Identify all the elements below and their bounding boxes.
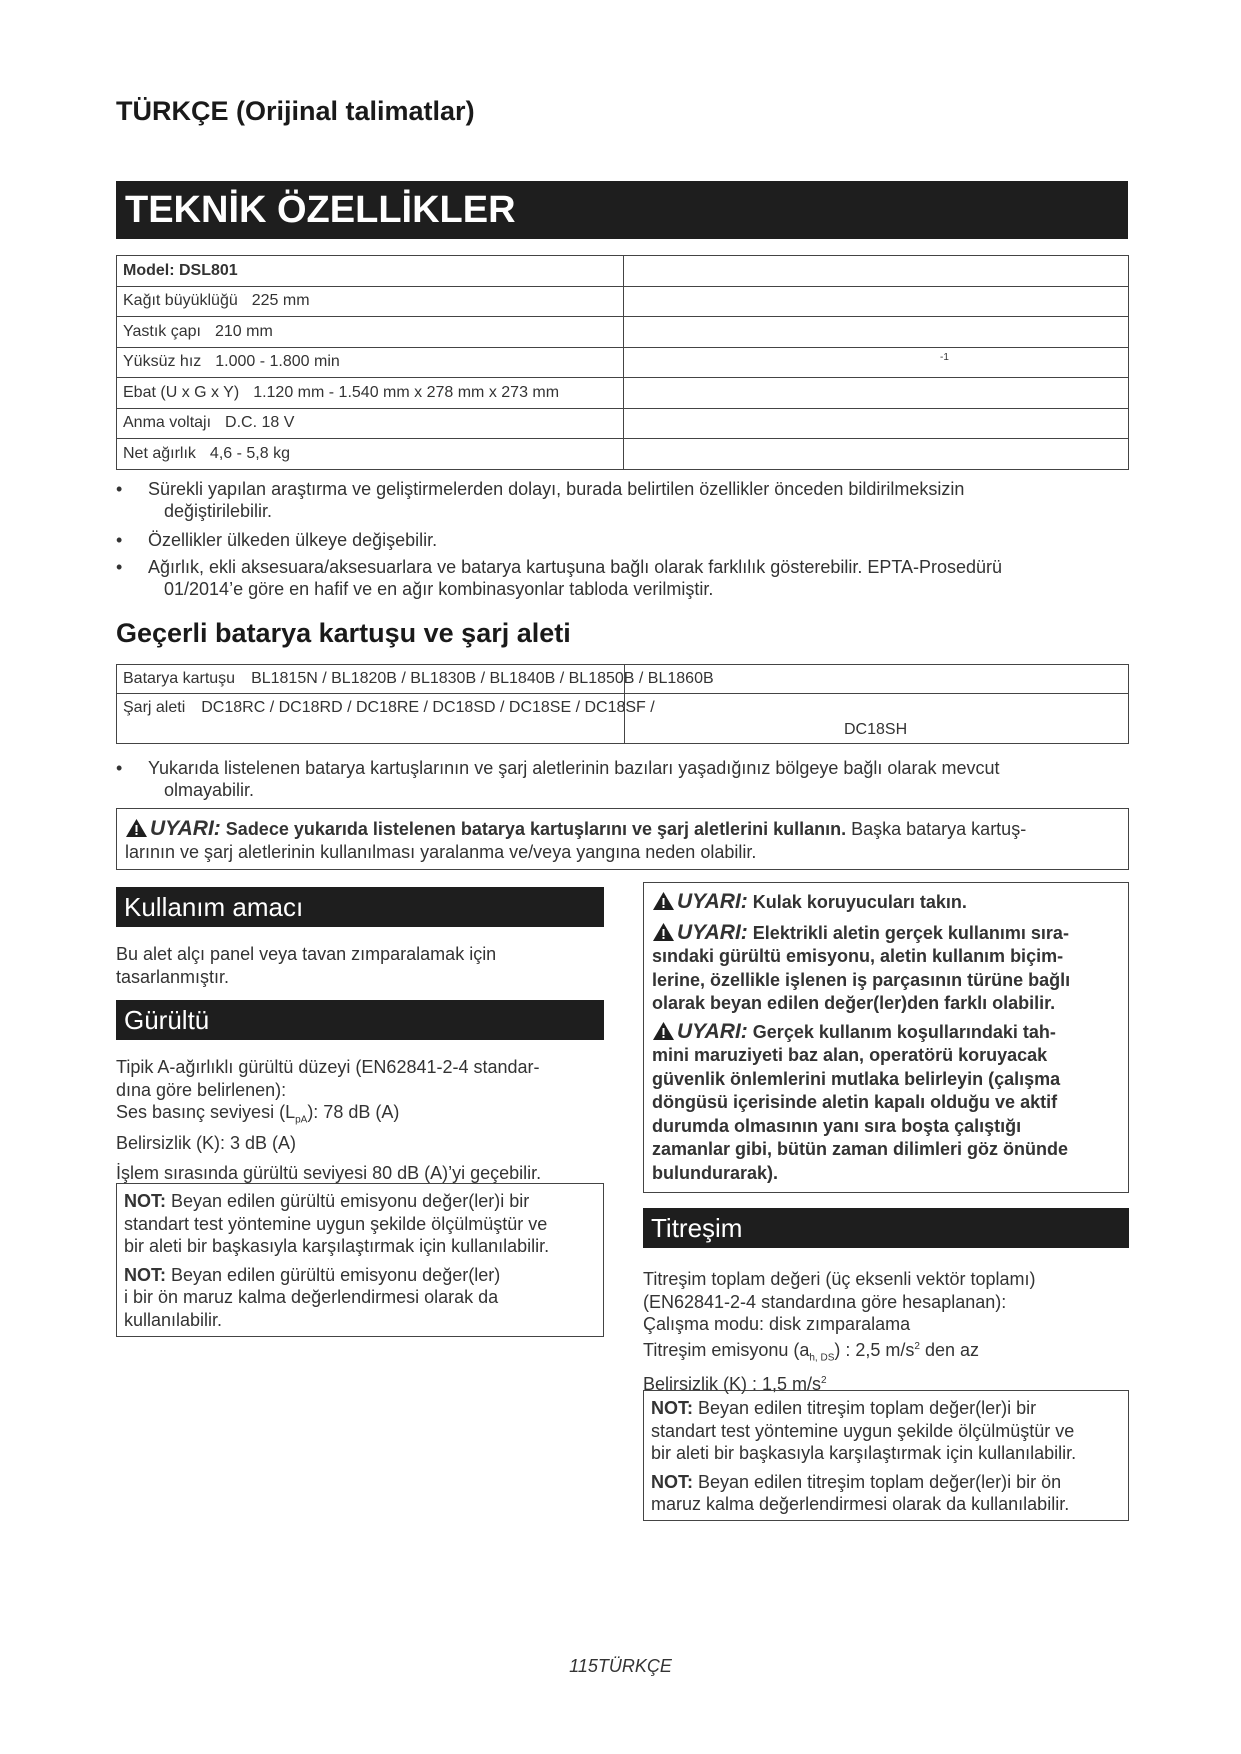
battery-table [116, 664, 1129, 744]
table-row [117, 439, 1129, 470]
battery-heading: Geçerli batarya kartuşu ve şarj aleti [116, 618, 571, 648]
cartridge-value: BL1815N / BL1820B / BL1830B / BL1840B / BL1850B / BL1860B [251, 670, 714, 687]
table-row [117, 256, 1129, 287]
page-footer: 115TÜRKÇE [569, 1656, 672, 1676]
warning-box [116, 808, 1129, 870]
spec-label: Ebat (U x G x Y) [123, 383, 240, 401]
charger-value-2: DC18SH [844, 721, 908, 738]
model-cell: Model: DSL801 [117, 256, 624, 287]
charger-value: DC18RC / DC18RD / DC18RE / DC18SD / DC18SE / DC18SF / [201, 699, 655, 716]
noise-heading: Gürültü [116, 1000, 604, 1040]
spec-note: • Sürekli yapılan araştırma ve geliştirmelerden dolayı, burada belirtilen özellikler önceden bildirilmeksizin değiştirilebilir. [116, 479, 965, 521]
vibration-text: Titreşim toplam değeri (üç eksenli vektör toplamı) (EN62841-2-4 standardına göre hesaplanan): Çalışma modu: disk zımparalama Titreşim emisyonu $(a_{h, DS})$ : 2,5 $m/s^2$ den az Belirsizlik (K) : 1,5 $m/s^2$ [643, 1268, 1129, 1395]
spec-value: 4,6 - 5,8 kg [209, 444, 290, 462]
warning-icon [652, 891, 675, 911]
sound-pressure-level: Ses basınç seviyesi $(L_{pA})$: 78 dB (A) [116, 1102, 400, 1126]
spec-table [116, 255, 1129, 470]
spec-label: Anma voltajı [123, 414, 212, 432]
noise-warnings-box: UYARI: Kulak koruyucuları takın. UYARI: Elektrikli aletin gerçek kullanımı sıra- sındaki gürültü emisyonu, aletin kullanım biçim- lerine, özellikle işlenen iş parçasının türüne bağlı olarak beyan edilen değer(ler)den farklı olabilir. UYARI: Gerçek kullanım koşullarındaki tah- mini maruziyeti baz alan, operatörü koruyacak güvenlik önlemlerini mutlaka belirleyin (çalışma döngüsü içerisinde aletin kapalı olduğu ve aktif durumda olmasının yanı sıra boşta çalıştığı zamanlar gibi, bütün zaman dilimleri göz önünde bulundurarak). [643, 882, 1129, 1193]
spec-heading: TEKNİK ÖZELLİKLER [116, 181, 1128, 239]
table-row [117, 665, 1129, 694]
spec-label: Yastık çapı [123, 322, 201, 340]
noise-note-box: NOT: Beyan edilen gürültü emisyonu değer(ler)i bir standart test yöntemine uygun şekilde ölçülmüştür ve bir aleti bir başkasıyla karşılaştırmak için kullanılabilir. NOT: Beyan edilen gürültü emisyonu değer(ler) i bir ön maruz kalma değerlendirmesi olarak da kullanılabilir. [116, 1183, 604, 1337]
vibration-emission: Titreşim emisyonu $(a_{h, DS})$ : 2,5 $m/s^2$ den az [643, 1339, 980, 1364]
table-row [117, 347, 1129, 378]
spec-value: 1.120 mm - 1.540 mm x 278 mm x 273 mm [253, 383, 560, 401]
spec-value: 1.000 - 1.800 min [215, 353, 340, 371]
page-title: TÜRKÇE (Orijinal talimatlar) [116, 96, 475, 126]
warning-bold-text: Sadece yukarıda listelenen batarya kartuşlarını ve şarj aletlerini kullanın. [225, 819, 847, 839]
cartridge-label: Batarya kartuşu [123, 670, 236, 687]
unit-superscript: -1 [940, 352, 949, 364]
table-row [117, 408, 1129, 439]
vibration-uncertainty: Belirsizlik (K) : 1,5 $m/s^2$ [643, 1373, 827, 1394]
spec-note: • Özellikler ülkeden ülkeye değişebilir. [116, 530, 438, 550]
vibration-heading: Titreşim [643, 1208, 1129, 1248]
spec-value: D.C. 18 V [225, 414, 295, 432]
table-row [117, 286, 1129, 317]
spec-label: Yüksüz hız [123, 353, 202, 371]
battery-note: • Yukarıda listelenen batarya kartuşlarının ve şarj aletlerinin bazıları yaşadığınız bölgeye bağlı olarak mevcut olmayabilir. [116, 758, 1000, 800]
spec-value: 225 mm [251, 292, 310, 310]
table-row [117, 317, 1129, 348]
warning-label: UYARI: [150, 817, 221, 840]
intended-use-text: Bu alet alçı panel veya tavan zımparalamak için tasarlanmıştır. [116, 944, 497, 987]
warning-icon [652, 922, 675, 942]
table-row [117, 694, 1129, 744]
intended-use-heading: Kullanım amacı [116, 887, 604, 927]
spec-label: Kağıt büyüklüğü [123, 292, 238, 310]
table-row [117, 378, 1129, 409]
warning-text: larının ve şarj aletlerinin kullanılması yaralanma ve/veya yangına neden olabilir. [125, 842, 757, 862]
vibration-note-box: NOT: Beyan edilen titreşim toplam değer(ler)i bir standart test yöntemine uygun şekilde ölçülmüştür ve bir aleti bir başkasıyla karşılaştırmak için kullanılabilir. NOT: Beyan edilen titreşim toplam değer(ler)i bir ön maruz kalma değerlendirmesi olarak da kullanılabilir. [643, 1390, 1129, 1521]
spec-note: • Ağırlık, ekli aksesuara/aksesuarlara ve batarya kartuşuna bağlı olarak farklılık gösterebilir. EPTA-Prosedürü 01/2014’e göre en hafif ve en ağır kombinasyonlar tabloda verilmiştir. [116, 557, 1003, 599]
warning-icon [125, 818, 148, 838]
warning-icon [652, 1021, 675, 1041]
noise-text: Tipik A-ağırlıklı gürültü düzeyi (EN62841-2-4 standar- dına göre belirlenen): Ses basınç seviyesi $(L_{pA})$: 78 dB (A) Belirsizlik (K): 3 dB (A) İşlem sırasında gürültü seviyesi 80 dB (A)’yi geçebilir. [116, 1056, 604, 1184]
spec-value: 210 mm [214, 322, 273, 340]
warning-text: Başka batarya kartuş- [851, 819, 1027, 839]
charger-label: Şarj aleti [123, 699, 186, 716]
spec-label: Net ağırlık [123, 444, 196, 462]
